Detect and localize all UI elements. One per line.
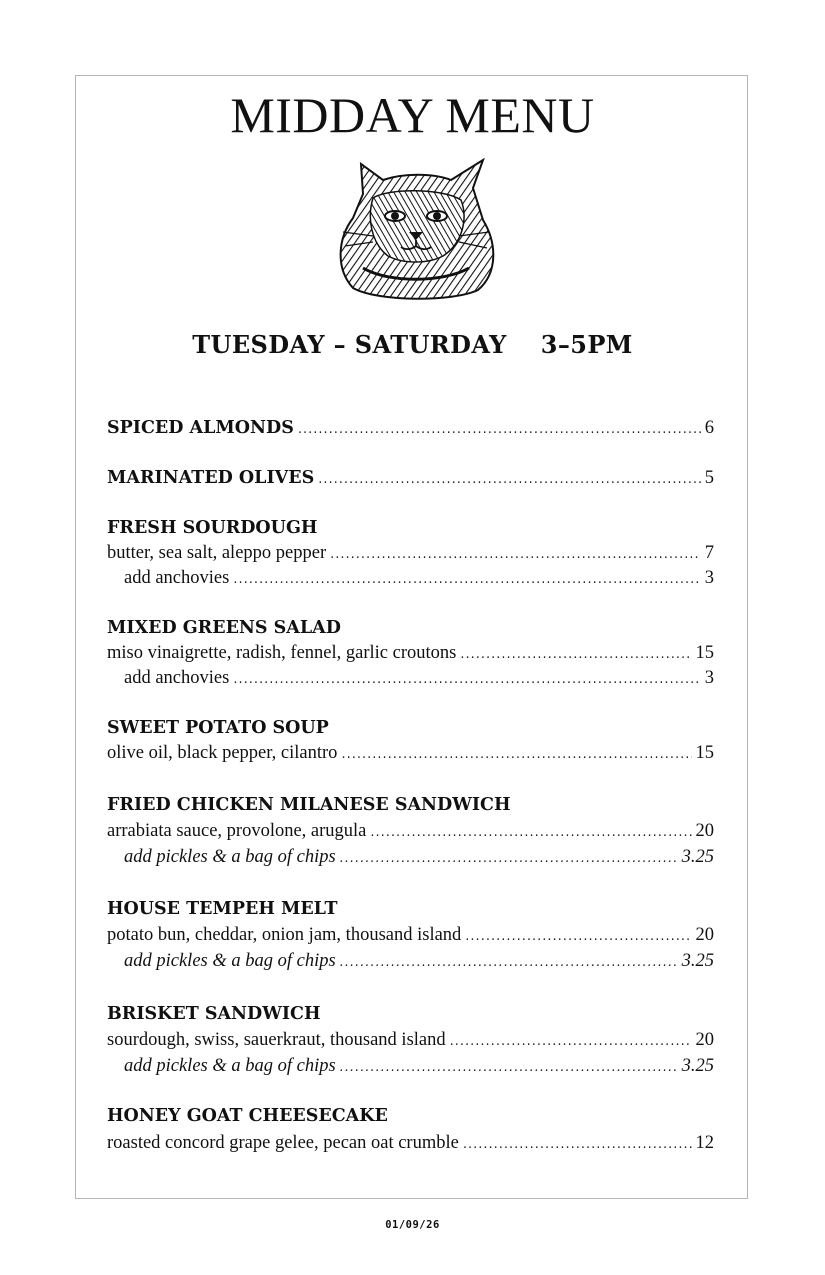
leader-dots <box>330 547 701 562</box>
addon-price: 3.25 <box>681 847 714 867</box>
addon-label: add pickles & a bag of chips <box>124 951 336 971</box>
item-name-house-tempeh-melt: HOUSE TEMPEH MELT <box>107 899 338 919</box>
item-desc-row <box>107 1133 714 1154</box>
leader-dots <box>341 747 691 762</box>
item-name: SPICED ALMONDS <box>107 418 294 438</box>
addon-row <box>107 568 714 589</box>
item-price: 20 <box>695 1030 714 1050</box>
hours-time: 3–5PM <box>540 330 633 359</box>
addon-label: add anchovies <box>124 668 230 688</box>
addon-label: add anchovies <box>124 568 230 588</box>
item-price: 12 <box>695 1133 714 1153</box>
item-name-mixed-greens-salad: MIXED GREENS SALAD <box>107 618 341 638</box>
item-desc-row <box>107 1030 714 1051</box>
menu-date: 01/09/26 <box>385 1219 440 1231</box>
item-name-brisket-sandwich: BRISKET SANDWICH <box>107 1004 321 1024</box>
leader-dots <box>340 1060 678 1075</box>
addon-row <box>107 847 714 868</box>
item-price: 20 <box>695 925 714 945</box>
menu-item-spiced-almonds <box>107 418 714 439</box>
item-price: 15 <box>695 643 714 663</box>
item-name-sweet-potato-soup: SWEET POTATO SOUP <box>107 718 329 738</box>
item-desc-row <box>107 821 714 842</box>
item-description: olive oil, black pepper, cilantro <box>107 743 338 763</box>
item-desc-row <box>107 743 714 764</box>
addon-row <box>107 951 714 972</box>
addon-row <box>107 1056 714 1077</box>
item-description: arrabiata sauce, provolone, arugula <box>107 821 367 841</box>
item-desc-row <box>107 643 714 664</box>
leader-dots <box>233 572 700 587</box>
item-price: 7 <box>704 543 714 563</box>
addon-label: add pickles & a bag of chips <box>124 1056 336 1076</box>
leader-dots <box>463 1137 692 1152</box>
leader-dots <box>298 422 701 437</box>
leader-dots <box>318 472 701 487</box>
item-name-honey-goat-cheesecake: HONEY GOAT CHEESECAKE <box>107 1106 388 1126</box>
item-description: potato bun, cheddar, onion jam, thousand island <box>107 925 462 945</box>
leader-dots <box>460 647 691 662</box>
addon-row <box>107 668 714 689</box>
hours-heading <box>0 330 825 359</box>
leader-dots <box>465 929 691 944</box>
menu-title: MIDDAY MENU <box>230 87 595 143</box>
item-description: butter, sea salt, aleppo pepper <box>107 543 327 563</box>
addon-price: 3 <box>704 568 714 588</box>
item-name-fried-chicken-sandwich: FRIED CHICKEN MILANESE SANDWICH <box>107 795 511 815</box>
cat-illustration <box>333 158 499 302</box>
item-desc-row <box>107 925 714 946</box>
item-price: 5 <box>704 468 714 488</box>
leader-dots <box>233 672 700 687</box>
leader-dots <box>370 825 691 840</box>
leader-dots <box>340 955 678 970</box>
leader-dots <box>340 851 678 866</box>
hours-days: TUESDAY – SATURDAY <box>192 330 507 359</box>
item-desc-row <box>107 543 714 564</box>
addon-price: 3.25 <box>681 951 714 971</box>
addon-label: add pickles & a bag of chips <box>124 847 336 867</box>
addon-price: 3 <box>704 668 714 688</box>
item-price: 15 <box>695 743 714 763</box>
leader-dots <box>450 1034 692 1049</box>
addon-price: 3.25 <box>681 1056 714 1076</box>
menu-item-marinated-olives <box>107 468 714 489</box>
item-name-fresh-sourdough: FRESH SOURDOUGH <box>107 518 318 538</box>
item-name: MARINATED OLIVES <box>107 468 315 488</box>
item-description: roasted concord grape gelee, pecan oat crumble <box>107 1133 459 1153</box>
item-description: sourdough, swiss, sauerkraut, thousand island <box>107 1030 446 1050</box>
item-price: 6 <box>704 418 714 438</box>
item-price: 20 <box>695 821 714 841</box>
item-description: miso vinaigrette, radish, fennel, garlic croutons <box>107 643 457 663</box>
